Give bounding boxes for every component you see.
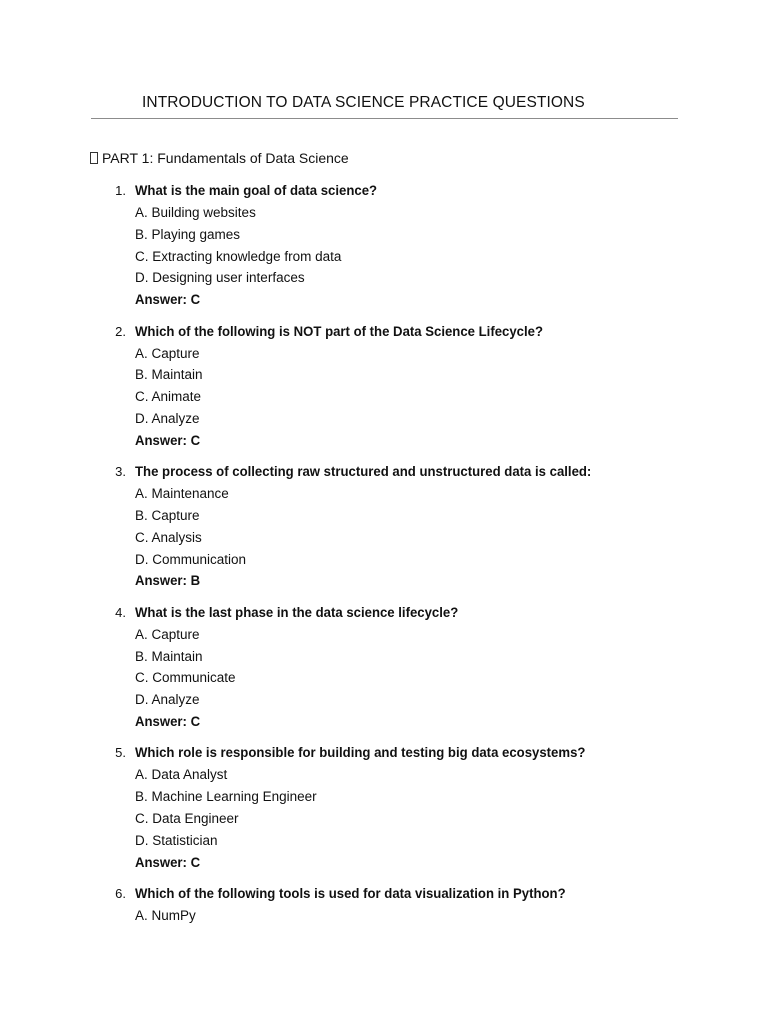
answer-option: C. Extracting knowledge from data bbox=[135, 248, 342, 264]
correct-answer: Answer: C bbox=[135, 431, 201, 448]
missing-glyph-icon bbox=[90, 152, 98, 164]
title-divider bbox=[91, 118, 678, 119]
question-text: What is the main goal of data science? bbox=[135, 182, 378, 198]
answer-option: D. Statistician bbox=[135, 832, 218, 848]
document-title: INTRODUCTION TO DATA SCIENCE PRACTICE QUESTIONS bbox=[142, 94, 585, 111]
answer-option: A. Capture bbox=[135, 345, 200, 361]
answer-option: A. Data Analyst bbox=[135, 767, 228, 783]
answer-option: C. Data Engineer bbox=[135, 810, 239, 826]
question-number: 2. bbox=[115, 323, 126, 339]
answer-option: D. Analyze bbox=[135, 692, 200, 708]
question-number: 4. bbox=[115, 604, 126, 620]
correct-answer: Answer: C bbox=[135, 853, 201, 870]
answer-option: C. Animate bbox=[135, 389, 202, 405]
question-number: 3. bbox=[115, 464, 126, 480]
answer-option: B. Maintain bbox=[135, 648, 203, 664]
question-number: 5. bbox=[115, 745, 126, 761]
correct-answer: Answer: B bbox=[135, 572, 201, 589]
correct-answer: Answer: C bbox=[135, 291, 201, 308]
part-heading bbox=[90, 150, 349, 166]
answer-option: B. Playing games bbox=[135, 226, 241, 242]
answer-option: D. Designing user interfaces bbox=[135, 270, 305, 286]
answer-option: B. Machine Learning Engineer bbox=[135, 789, 317, 805]
answer-option: C. Communicate bbox=[135, 670, 236, 686]
answer-option: D. Analyze bbox=[135, 410, 200, 426]
answer-option: B. Capture bbox=[135, 507, 200, 523]
question-text: Which of the following is NOT part of the Data Science Lifecycle? bbox=[135, 322, 544, 339]
question-text: The process of collecting raw structured and unstructured data is called: bbox=[135, 463, 592, 480]
answer-option: A. Maintenance bbox=[135, 486, 229, 502]
question-text: What is the last phase in the data science lifecycle? bbox=[135, 603, 459, 620]
correct-answer: Answer: C bbox=[135, 712, 201, 729]
question-text: Which of the following tools is used for data visualization in Python? bbox=[135, 885, 566, 901]
answer-option: C. Analysis bbox=[135, 529, 202, 545]
question-number: 1. bbox=[115, 183, 126, 198]
answer-option: A. Building websites bbox=[135, 205, 256, 220]
question-number: 6. bbox=[115, 886, 126, 901]
answer-option: A. Capture bbox=[135, 626, 200, 642]
part-heading-text: PART 1: Fundamentals of Data Science bbox=[102, 150, 349, 166]
answer-option: A. NumPy bbox=[135, 908, 196, 923]
answer-option: D. Communication bbox=[135, 551, 247, 567]
answer-option: B. Maintain bbox=[135, 367, 203, 383]
question-text: Which role is responsible for building and testing big data ecosystems? bbox=[135, 744, 586, 761]
